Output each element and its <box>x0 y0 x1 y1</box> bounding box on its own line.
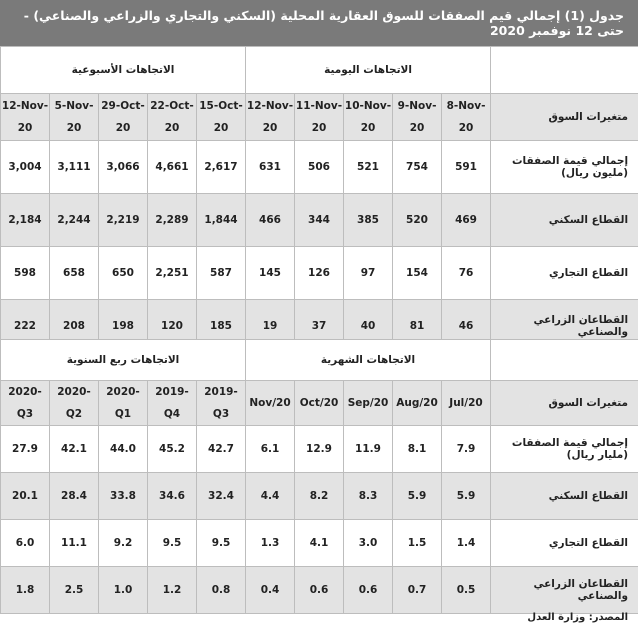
group-quarterly: الاتجاهات ربع السنوية <box>1 340 246 381</box>
quarterly-value: 11.1 <box>50 520 99 567</box>
year-part: 20 <box>458 122 474 134</box>
daily-date-header <box>295 94 344 141</box>
row-label: القطاع السكني <box>491 473 638 520</box>
source-note: المصدر: وزارة العدل <box>527 612 628 623</box>
weekly-date-header <box>50 94 99 141</box>
daily-date-header <box>246 94 295 141</box>
year-part: 20 <box>66 122 82 134</box>
variables-header: متغيرات السوق <box>491 94 638 141</box>
quarterly-value: 9.5 <box>148 520 197 567</box>
quarterly-value: 6.0 <box>1 520 50 567</box>
quarterly-value: 34.6 <box>148 473 197 520</box>
quarter-header: 2020-Q1 <box>99 381 148 426</box>
weekly-value: 208 <box>50 300 99 353</box>
daily-weekly-table <box>0 46 638 353</box>
table-title-bar <box>0 0 638 46</box>
year-part: 20 <box>17 122 33 134</box>
variables-header: متغيرات السوق <box>491 381 638 426</box>
month-header: Oct/20 <box>295 381 344 426</box>
table-row <box>1 194 638 247</box>
weekly-date-header <box>197 94 246 141</box>
weekly-value: 3,004 <box>1 141 50 194</box>
quarterly-value: 2.5 <box>50 567 99 614</box>
month-header: Sep/20 <box>344 381 393 426</box>
monthly-value: 0.7 <box>393 567 442 614</box>
daily-value: 521 <box>344 141 393 194</box>
weekly-value: 198 <box>99 300 148 353</box>
year-part: 20 <box>409 122 425 134</box>
date-part: 10-Nov- <box>344 100 392 112</box>
weekly-value: 120 <box>148 300 197 353</box>
weekly-value: 185 <box>197 300 246 353</box>
daily-value: 469 <box>442 194 491 247</box>
row-label: القطاعان الزراعي والصناعي <box>491 300 638 353</box>
monthly-value: 1.3 <box>246 520 295 567</box>
monthly-value: 12.9 <box>295 426 344 473</box>
date-part: 5-Nov- <box>54 100 94 112</box>
daily-value: 37 <box>295 300 344 353</box>
weekly-value: 2,244 <box>50 194 99 247</box>
date-part: 12-Nov- <box>246 100 294 112</box>
monthly-value: 0.5 <box>442 567 491 614</box>
row-label: إجمالي قيمة الصفقات (مليون ريال) <box>491 141 638 194</box>
date-part: 8-Nov- <box>446 100 486 112</box>
column-header-row <box>1 381 638 426</box>
table-row <box>1 567 638 614</box>
year-part: 20 <box>360 122 376 134</box>
weekly-date-header <box>148 94 197 141</box>
quarterly-value: 1.8 <box>1 567 50 614</box>
date-part: 12-Nov- <box>1 100 49 112</box>
quarterly-value: 20.1 <box>1 473 50 520</box>
empty-cell <box>491 47 638 94</box>
date-part: 11-Nov- <box>295 100 343 112</box>
weekly-value: 3,111 <box>50 141 99 194</box>
empty-cell <box>491 340 638 381</box>
quarterly-value: 1.0 <box>99 567 148 614</box>
weekly-value: 1,844 <box>197 194 246 247</box>
quarterly-value: 42.1 <box>50 426 99 473</box>
table-row <box>1 247 638 300</box>
quarter-header: 2020-Q3 <box>1 381 50 426</box>
table-title: جدول (1) إجمالي قيم الصفقات للسوق العقارية المحلية (السكني والتجاري والزراعي والصناعي) - حتى 12 نوفمبر 2020 <box>23 8 624 38</box>
daily-date-header <box>393 94 442 141</box>
date-part: 15-Oct- <box>199 100 243 112</box>
weekly-date-header <box>1 94 50 141</box>
weekly-value: 2,289 <box>148 194 197 247</box>
daily-date-header <box>344 94 393 141</box>
group-monthly: الاتجاهات الشهرية <box>246 340 491 381</box>
month-header: Aug/20 <box>393 381 442 426</box>
monthly-value: 3.0 <box>344 520 393 567</box>
monthly-value: 7.9 <box>442 426 491 473</box>
date-part: 9-Nov- <box>397 100 437 112</box>
table-row <box>1 473 638 520</box>
weekly-value: 650 <box>99 247 148 300</box>
quarterly-value: 33.8 <box>99 473 148 520</box>
table-row <box>1 426 638 473</box>
daily-value: 126 <box>295 247 344 300</box>
table-row <box>1 520 638 567</box>
monthly-value: 8.3 <box>344 473 393 520</box>
row-label: القطاع التجاري <box>491 520 638 567</box>
daily-value: 591 <box>442 141 491 194</box>
quarter-header: 2019-Q4 <box>148 381 197 426</box>
row-label: إجمالي قيمة الصفقات (مليار ريال) <box>491 426 638 473</box>
weekly-value: 658 <box>50 247 99 300</box>
daily-value: 466 <box>246 194 295 247</box>
monthly-value: 1.5 <box>393 520 442 567</box>
year-part: 20 <box>311 122 327 134</box>
monthly-value: 4.1 <box>295 520 344 567</box>
weekly-date-header <box>99 94 148 141</box>
year-part: 20 <box>262 122 278 134</box>
quarterly-value: 9.2 <box>99 520 148 567</box>
row-label: القطاع السكني <box>491 194 638 247</box>
weekly-value: 2,184 <box>1 194 50 247</box>
weekly-value: 2,617 <box>197 141 246 194</box>
column-header-row <box>1 94 638 141</box>
year-part: 20 <box>115 122 131 134</box>
daily-value: 520 <box>393 194 442 247</box>
daily-value: 81 <box>393 300 442 353</box>
quarterly-value: 1.2 <box>148 567 197 614</box>
weekly-value: 2,219 <box>99 194 148 247</box>
quarterly-value: 28.4 <box>50 473 99 520</box>
quarterly-value: 32.4 <box>197 473 246 520</box>
quarterly-value: 42.7 <box>197 426 246 473</box>
quarterly-value: 45.2 <box>148 426 197 473</box>
table-row <box>1 141 638 194</box>
daily-value: 46 <box>442 300 491 353</box>
quarterly-value: 27.9 <box>1 426 50 473</box>
row-label: القطاعان الزراعي والصناعي <box>491 567 638 614</box>
daily-value: 40 <box>344 300 393 353</box>
group-weekly: الاتجاهات الأسبوعية <box>1 47 246 94</box>
group-header-row <box>1 340 638 381</box>
monthly-value: 5.9 <box>442 473 491 520</box>
weekly-value: 3,066 <box>99 141 148 194</box>
weekly-value: 587 <box>197 247 246 300</box>
daily-value: 754 <box>393 141 442 194</box>
monthly-value: 0.6 <box>344 567 393 614</box>
monthly-value: 6.1 <box>246 426 295 473</box>
group-header-row <box>1 47 638 94</box>
quarterly-value: 44.0 <box>99 426 148 473</box>
month-header: Nov/20 <box>246 381 295 426</box>
daily-value: 97 <box>344 247 393 300</box>
year-part: 20 <box>213 122 229 134</box>
daily-date-header <box>442 94 491 141</box>
weekly-value: 4,661 <box>148 141 197 194</box>
monthly-value: 5.9 <box>393 473 442 520</box>
monthly-value: 1.4 <box>442 520 491 567</box>
monthly-value: 8.2 <box>295 473 344 520</box>
monthly-value: 11.9 <box>344 426 393 473</box>
daily-value: 154 <box>393 247 442 300</box>
daily-value: 76 <box>442 247 491 300</box>
monthly-value: 0.4 <box>246 567 295 614</box>
quarterly-value: 9.5 <box>197 520 246 567</box>
date-part: 29-Oct- <box>101 100 145 112</box>
weekly-value: 598 <box>1 247 50 300</box>
daily-value: 506 <box>295 141 344 194</box>
month-header: Jul/20 <box>442 381 491 426</box>
date-part: 22-Oct- <box>150 100 194 112</box>
quarterly-value: 0.8 <box>197 567 246 614</box>
monthly-value: 8.1 <box>393 426 442 473</box>
daily-value: 19 <box>246 300 295 353</box>
quarter-header: 2019-Q3 <box>197 381 246 426</box>
daily-value: 631 <box>246 141 295 194</box>
weekly-value: 222 <box>1 300 50 353</box>
monthly-quarterly-table <box>0 339 638 614</box>
daily-value: 385 <box>344 194 393 247</box>
weekly-value: 2,251 <box>148 247 197 300</box>
row-label: القطاع التجاري <box>491 247 638 300</box>
group-daily: الاتجاهات اليومية <box>246 47 491 94</box>
monthly-value: 0.6 <box>295 567 344 614</box>
daily-value: 344 <box>295 194 344 247</box>
year-part: 20 <box>164 122 180 134</box>
monthly-value: 4.4 <box>246 473 295 520</box>
quarter-header: 2020-Q2 <box>50 381 99 426</box>
daily-value: 145 <box>246 247 295 300</box>
